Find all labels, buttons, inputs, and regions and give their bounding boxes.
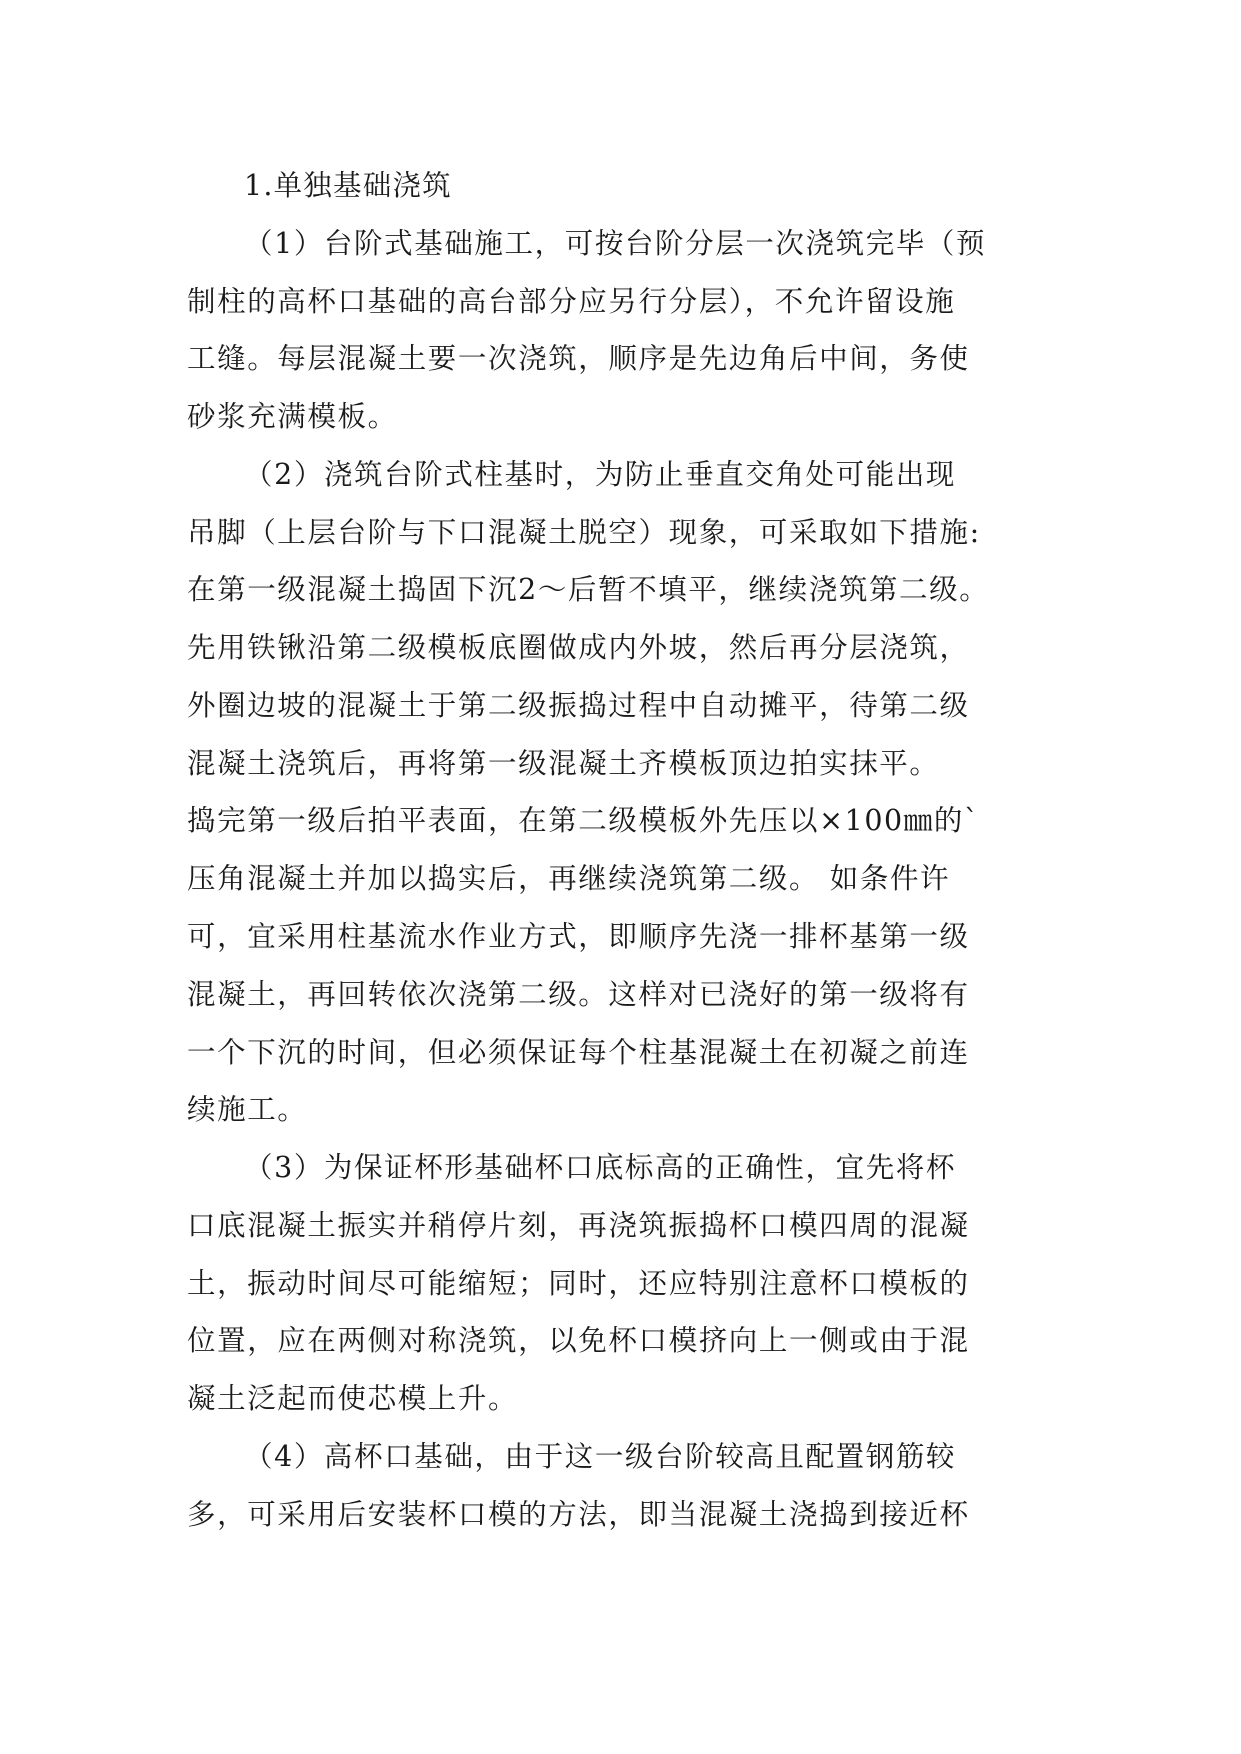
paragraph-3-line-1: （3）为保证杯形基础杯口底标高的正确性，宜先将杯 [244,1151,957,1184]
paragraph-2-line-2: 吊脚（上层台阶与下口混凝土脱空）现象，可采取如下措施: [187,516,981,549]
paragraph-2-line-6: 混凝土浇筑后，再将第一级混凝土齐模板顶边拍实抹平。 [187,747,940,780]
section-heading: 1.单独基础浇筑 [244,169,452,202]
paragraph-4-line-2: 多，可采用后安装杯口模的方法，即当混凝土浇捣到接近杯 [187,1498,970,1531]
paragraph-3-line-2: 口底混凝土振实并稍停片刻，再浇筑振捣杯口模四周的混凝 [187,1209,970,1242]
paragraph-3-line-3: 土，振动时间尽可能缩短；同时，还应特别注意杯口模板的 [187,1267,970,1300]
paragraph-3-line-5: 凝土泛起而使芯模上升。 [187,1382,519,1415]
paragraph-2-line-9: 可，宜采用柱基流水作业方式，即顺序先浇一排杯基第一级 [187,920,970,953]
paragraph-1-line-1: （1）台阶式基础施工，可按台阶分层一次浇筑完毕（预 [244,227,987,260]
paragraph-2-line-4: 先用铁锹沿第二级模板底圈做成内外坡，然后再分层浇筑， [187,631,970,664]
paragraph-1-line-2: 制柱的高杯口基础的高台部分应另行分层），不允许留设施 [187,285,956,318]
paragraph-1-line-4: 砂浆充满模板。 [187,400,398,433]
paragraph-2-line-7: 捣完第一级后拍平表面，在第二级模板外先压以×100㎜的` [187,804,980,837]
paragraph-3-line-4: 位置，应在两侧对称浇筑，以免杯口模挤向上一侧或由于混 [187,1324,970,1357]
paragraph-2-line-12: 续施工。 [187,1093,308,1126]
paragraph-2-line-8: 压角混凝土并加以捣实后，再继续浇筑第二级。 如条件许 [187,862,951,895]
paragraph-2-line-10: 混凝土，再回转依次浇第二级。这样对已浇好的第一级将有 [187,978,970,1011]
paragraph-4-line-1: （4）高杯口基础，由于这一级台阶较高且配置钢筋较 [244,1440,957,1473]
paragraph-2-line-11: 一个下沉的时间，但必须保证每个柱基混凝土在初凝之前连 [187,1036,970,1069]
paragraph-2-line-3: 在第一级混凝土捣固下沉2～后暂不填平，继续浇筑第二级。 [187,573,990,606]
paragraph-2-line-1: （2）浇筑台阶式柱基时，为防止垂直交角处可能出现 [244,458,957,491]
paragraph-1-line-3: 工缝。每层混凝土要一次浇筑，顺序是先边角后中间，务使 [187,342,970,375]
paragraph-2-line-5: 外圈边坡的混凝土于第二级振捣过程中自动摊平，待第二级 [187,689,970,722]
